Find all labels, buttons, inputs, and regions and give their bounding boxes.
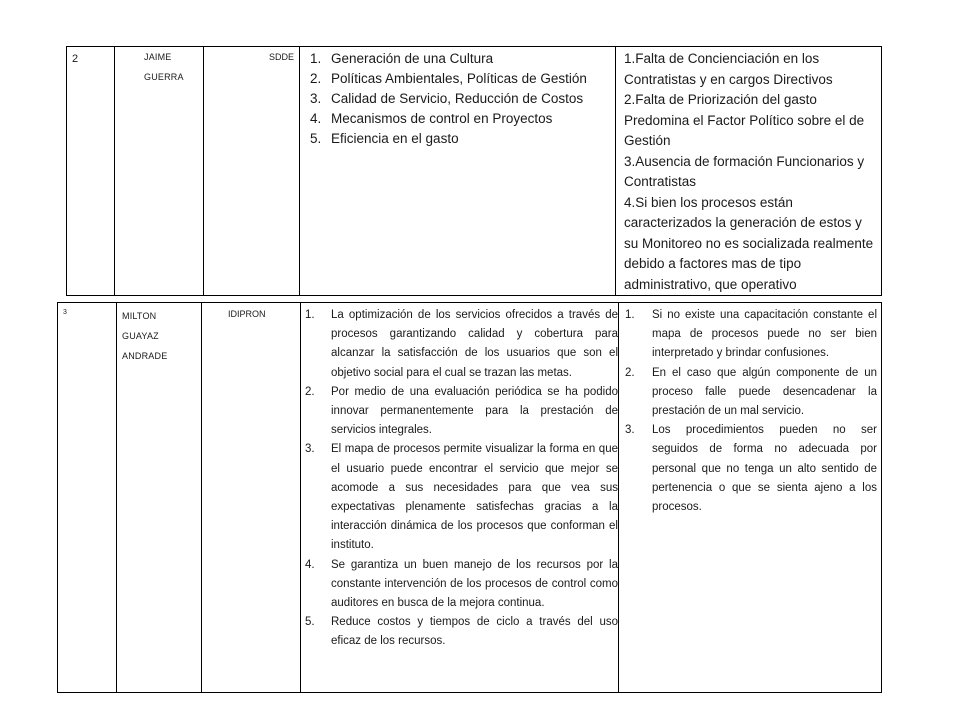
list-item (300, 69, 615, 89)
row-number: 2 (67, 47, 115, 296)
person-name (117, 303, 202, 693)
item-text: En el caso que algún componente de un proceso falle puede desencadenar la prestación de un mal servicio. (652, 366, 877, 418)
item-text: Políticas Ambientales, Políticas de Gestión (331, 71, 587, 86)
item-number: 3. (625, 424, 635, 437)
strengths-list (300, 47, 615, 149)
strengths-cell (301, 303, 619, 693)
list-item (301, 306, 618, 383)
list-item (619, 306, 881, 364)
dependency: SDDE (204, 47, 300, 296)
weaknesses-list (616, 47, 881, 295)
evaluation-table-row-3 (57, 302, 882, 693)
list-item (301, 556, 618, 614)
item-number: 2. (305, 385, 315, 398)
weaknesses-cell (616, 47, 882, 296)
name-line: GUAYAZ (122, 331, 159, 341)
item-text: Mecanismos de control en Proyectos (331, 111, 553, 126)
item-number: 1. (305, 309, 315, 321)
item-number: 1. (310, 51, 322, 66)
strengths-cell (300, 47, 616, 296)
list-item (300, 89, 615, 109)
item-number: 5. (310, 131, 322, 146)
item-text: Por medio de una evaluación periódica se ha podido innovar permanentemente para la prestación de servicios integrales. (331, 385, 618, 437)
item-text: Si no existe una capacitación constante el mapa de procesos puede no ser bien interpretado y brindar confusiones. (652, 309, 877, 360)
item-number: 4. (310, 111, 322, 126)
item-text: Generación de una Cultura (331, 51, 494, 66)
item-number: 3. (310, 91, 322, 106)
name-line: MILTON (122, 311, 157, 321)
list-item (300, 109, 615, 129)
item-text: Reduce costos y tiempos de ciclo a través del uso eficaz de los recursos. (331, 616, 618, 648)
strengths-list (301, 303, 618, 652)
item-text: Eficiencia en el gasto (331, 131, 459, 146)
name-line: JAIME (144, 52, 172, 62)
table-row (58, 303, 882, 693)
item-number: 4. (305, 558, 315, 571)
item-text: La optimización de los servicios ofrecidos a través de procesos garantizando calidad y cobertura para alcanzar la satisfacción de los usuarios que son el objetivo social para el cual se trazan las metas. (331, 309, 618, 379)
list-item (619, 421, 881, 517)
dependency: IDIPRON (202, 303, 301, 693)
item-number: 1. (625, 309, 635, 321)
list-item (300, 129, 615, 149)
list-item (619, 364, 881, 422)
person-name (115, 47, 204, 296)
list-item (300, 49, 615, 69)
name-line: GUERRA (144, 72, 184, 82)
weaknesses-list (619, 303, 881, 517)
list-item: 2.Falta de Priorización del gasto Predomina el Factor Político sobre el de Gestión (624, 92, 865, 148)
item-text: Calidad de Servicio, Reducción de Costos (331, 91, 584, 106)
item-text: Se garantiza un buen manejo de los recursos por la constante intervención de los procesos de control como auditores en busca de la mejora continua. (331, 558, 618, 610)
table-row (67, 47, 882, 296)
item-number: 2. (625, 366, 635, 379)
name-line: ANDRADE (122, 351, 168, 361)
row-number: 3 (58, 303, 117, 693)
list-item: 3.Ausencia de formación Funcionarios y Contratistas (624, 153, 865, 189)
item-number: 3. (305, 443, 315, 456)
list-item (301, 440, 618, 555)
list-item: 4.Si bien los procesos están caracterizados la generación de estos y su Monitoreo no es socializada realmente debido a factores mas de tipo administrativo, que operativo (624, 194, 874, 292)
evaluation-table-row-2 (66, 46, 882, 296)
list-item (301, 613, 618, 651)
weaknesses-cell (619, 303, 882, 693)
list-item: 1.Falta de Concienciación en los Contratistas y en cargos Directivos (624, 51, 833, 87)
item-number: 5. (305, 616, 315, 629)
item-number: 2. (310, 71, 322, 86)
item-text: El mapa de procesos permite visualizar la forma en que el usuario puede encontrar el servicio que mejor se acomode a sus necesidades para que vea sus expectativas plenamente satisfechas gracias a la interacción dinámica de los procesos que conforman el instituto. (331, 443, 618, 552)
list-item (301, 383, 618, 441)
item-text: Los procedimientos pueden no ser seguidos de forma no adecuada por personal que no tenga un alto sentido de pertenencia o que se sienta ajeno a los procesos. (652, 424, 877, 514)
